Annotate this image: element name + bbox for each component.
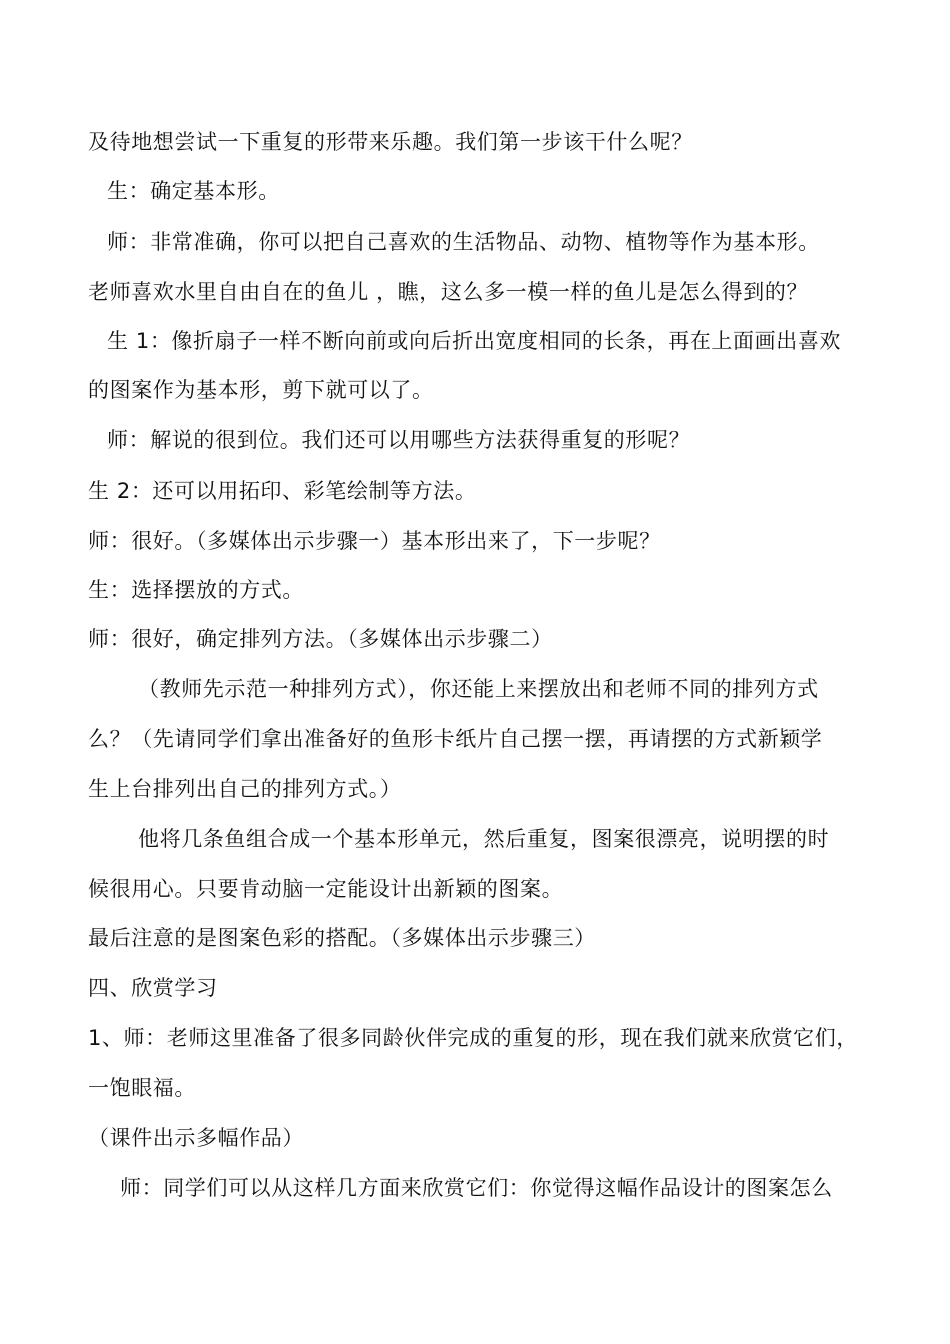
paragraph-line: 师：解说的很到位。我们还可以用哪些方法获得重复的形呢？ (107, 428, 691, 452)
paragraph-line: 一饱眼福。 (88, 1076, 196, 1100)
paragraph-line: 他将几条鱼组合成一个基本形单元，然后重复，图案很漂亮，说明摆的时 (138, 827, 830, 851)
paragraph-line: （教师先示范一种排列方式），你还能上来摆放出和老师不同的排列方式 (138, 677, 819, 701)
paragraph-line: 及待地想尝试一下重复的形带来乐趣。我们第一步该干什么呢？ (88, 130, 693, 154)
paragraph-line: （课件出示多幅作品） (88, 1126, 304, 1150)
paragraph-line: 生 1：像折扇子一样不断向前或向后折出宽度相同的长条，再在上面画出喜欢 (107, 329, 842, 353)
paragraph-line: 候很用心。只要肯动脑一定能设计出新颖的图案。 (88, 877, 564, 901)
paragraph-line: 生 2：还可以用拓印、彩笔绘制等方法。 (88, 479, 477, 503)
paragraph-line: 的图案作为基本形，剪下就可以了。 (88, 378, 434, 402)
paragraph-line: 生：选择摆放的方式。 (88, 578, 304, 602)
paragraph-line: 1、师：老师这里准备了很多同龄伙伴完成的重复的形，现在我们就来欣赏它们， (88, 1026, 858, 1050)
paragraph-line: 老师喜欢水里自由自在的鱼儿 ，瞧，这么多一模一样的鱼儿是怎么得到的？ (88, 280, 809, 304)
paragraph-line: 生上台排列出自己的排列方式。） (88, 777, 402, 801)
paragraph-line: 么？（先请同学们拿出准备好的鱼形卡纸片自己摆一摆，再请摆的方式新颖学 (88, 727, 823, 751)
paragraph-line: 生：确定基本形。 (107, 179, 280, 203)
paragraph-line: 最后注意的是图案色彩的搭配。（多媒体出示步骤三） (88, 926, 596, 950)
paragraph-line: 师：很好，确定排列方法。（多媒体出示步骤二） (88, 627, 553, 651)
paragraph-line: 师：非常准确，你可以把自己喜欢的生活物品、动物、植物等作为基本形。 (107, 230, 820, 254)
paragraph-line: 师：很好。（多媒体出示步骤一）基本形出来了，下一步呢？ (88, 529, 661, 553)
section-heading: 四、欣赏学习 (88, 976, 218, 1000)
paragraph-line: 师：同学们可以从这样几方面来欣赏它们：你觉得这幅作品设计的图案怎么 (120, 1176, 833, 1200)
